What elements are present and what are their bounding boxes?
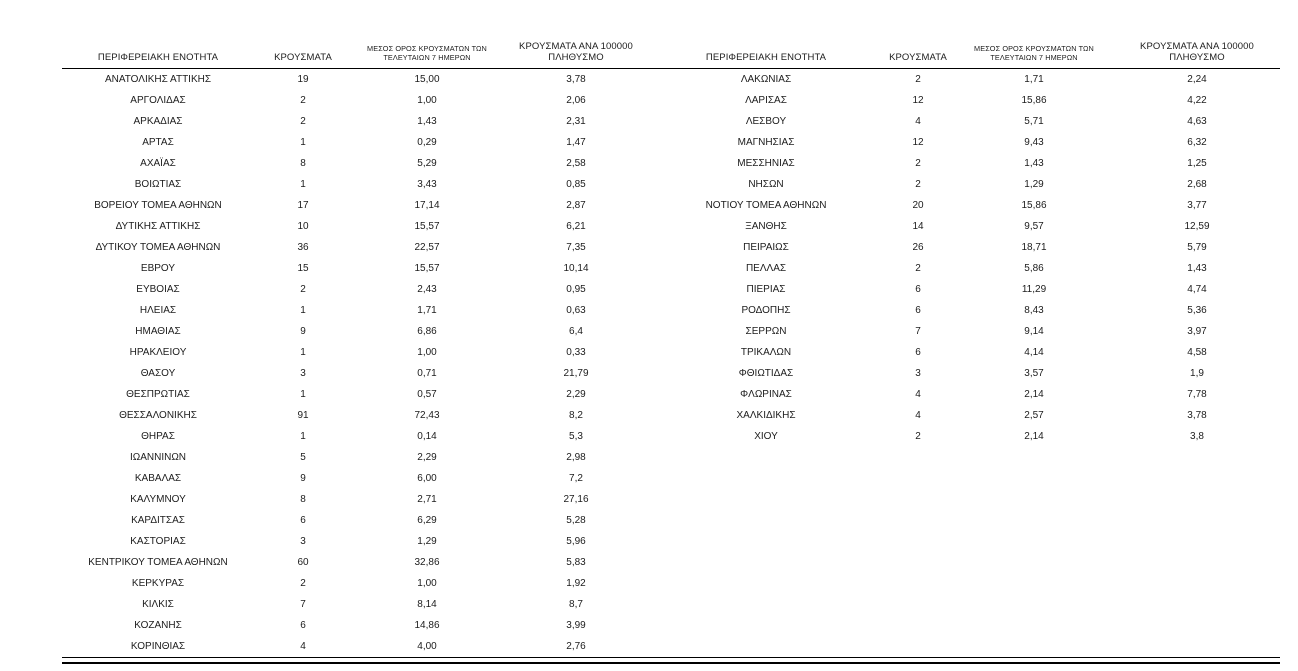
value-cell: 4,22 (1187, 94, 1207, 106)
table-row (62, 90, 1280, 111)
value-cell: 5,96 (566, 535, 586, 547)
value-cell: 6,86 (417, 325, 437, 337)
value-cell: 8,2 (569, 409, 583, 421)
value-cell: 60 (297, 556, 309, 568)
value-cell: 0,14 (417, 430, 437, 442)
table-row (62, 384, 1280, 405)
value-cell: 1,25 (1187, 157, 1207, 169)
value-cell (882, 510, 954, 531)
value-cell: 5,3 (569, 430, 583, 442)
value-cell: 2,29 (566, 388, 586, 400)
value-cell: 4 (915, 409, 921, 421)
value-cell: 4 (300, 640, 306, 652)
value-cell (882, 636, 954, 658)
value-cell (954, 489, 1114, 510)
value-cell: 17,14 (414, 199, 440, 211)
table-row (62, 68, 1280, 90)
value-cell: 1 (300, 304, 306, 316)
value-cell (882, 447, 954, 468)
region-cell: ΙΩΑΝΝΙΝΩΝ (129, 451, 187, 463)
value-cell: 2 (915, 178, 921, 190)
region-cell: ΝΗΣΩΝ (748, 178, 784, 190)
value-cell: 2,06 (566, 94, 586, 106)
value-cell: 6 (300, 619, 306, 631)
region-cell: ΚΕΝΤΡΙΚΟΥ ΤΟΜΕΑ ΑΘΗΝΩΝ (88, 556, 228, 568)
value-cell: 4 (915, 115, 921, 127)
table-row (62, 573, 1280, 594)
table-row (62, 132, 1280, 153)
value-cell: 2,29 (417, 451, 437, 463)
region-cell: ΕΒΡΟΥ (140, 262, 176, 274)
value-cell: 3,78 (1187, 409, 1207, 421)
value-cell: 1 (300, 136, 306, 148)
region-cell: ΦΘΙΩΤΙΔΑΣ (738, 367, 794, 379)
value-cell: 4 (915, 388, 921, 400)
table-row (62, 342, 1280, 363)
value-cell: 3,57 (1024, 367, 1044, 379)
value-cell: 15,00 (414, 73, 440, 85)
value-cell: 9 (300, 325, 306, 337)
region-cell: ΝΟΤΙΟΥ ΤΟΜΕΑ ΑΘΗΝΩΝ (705, 199, 827, 211)
value-cell (1114, 552, 1280, 573)
value-cell: 2,68 (1187, 178, 1207, 190)
value-cell: 21,79 (563, 367, 589, 379)
value-cell: 8,14 (417, 598, 437, 610)
region-cell (650, 468, 882, 489)
value-cell: 9,14 (1024, 325, 1044, 337)
table-row (62, 111, 1280, 132)
table-row (62, 531, 1280, 552)
value-cell: 2 (300, 283, 306, 295)
value-cell (954, 447, 1114, 468)
region-cell (650, 447, 882, 468)
value-cell: 20 (912, 199, 924, 211)
column-header-cases-right: ΚΡΟΥΣΜΑΤΑ (889, 51, 947, 63)
value-cell: 2 (300, 94, 306, 106)
value-cell: 1,00 (417, 577, 437, 589)
value-cell: 1 (300, 430, 306, 442)
value-cell (1114, 573, 1280, 594)
value-cell: 9,57 (1024, 220, 1044, 232)
region-cell: ΘΗΡΑΣ (141, 430, 175, 442)
value-cell: 0,29 (417, 136, 437, 148)
value-cell: 12,59 (1184, 220, 1210, 232)
value-cell (1114, 468, 1280, 489)
value-cell: 1,00 (417, 94, 437, 106)
region-cell: ΡΟΔΟΠΗΣ (741, 304, 791, 316)
region-cell: ΧΑΛΚΙΔΙΚΗΣ (736, 409, 796, 421)
value-cell: 3,78 (566, 73, 586, 85)
value-cell: 19 (297, 73, 309, 85)
value-cell (882, 594, 954, 615)
table-row (62, 510, 1280, 531)
value-cell: 1,71 (1024, 73, 1044, 85)
region-cell: ΠΕΛΛΑΣ (745, 262, 787, 274)
table-row (62, 279, 1280, 300)
bottom-rule (62, 662, 1280, 664)
value-cell (1114, 615, 1280, 636)
region-cell (650, 489, 882, 510)
table-row (62, 405, 1280, 426)
value-cell: 27,16 (563, 493, 589, 505)
value-cell: 1,43 (417, 115, 437, 127)
column-header-avg7-left: ΜΕΣΟΣ ΟΡΟΣ ΚΡΟΥΣΜΑΤΩΝ ΤΩΝ ΤΕΛΕΥΤΑΙΩΝ 7 ΗΜΕΡΩΝ (367, 43, 487, 63)
value-cell: 18,71 (1021, 241, 1047, 253)
value-cell: 2 (300, 577, 306, 589)
region-cell: ΒΟΡΕΙΟΥ ΤΟΜΕΑ ΑΘΗΝΩΝ (94, 199, 222, 211)
value-cell: 2,71 (417, 493, 437, 505)
value-cell: 0,33 (566, 346, 586, 358)
value-cell: 5,83 (566, 556, 586, 568)
table-row (62, 552, 1280, 573)
region-cell: ΛΑΚΩΝΙΑΣ (740, 73, 792, 85)
value-cell (954, 468, 1114, 489)
value-cell: 9,43 (1024, 136, 1044, 148)
table-row (62, 195, 1280, 216)
table-body (62, 68, 1280, 657)
value-cell: 91 (297, 409, 309, 421)
region-cell: ΗΜΑΘΙΑΣ (135, 325, 181, 337)
value-cell: 2,58 (566, 157, 586, 169)
column-header-region-right: ΠΕΡΙΦΕΡΕΙΑΚΗ ΕΝΟΤΗΤΑ (705, 51, 827, 63)
region-cell: ΚΕΡΚΥΡΑΣ (131, 577, 185, 589)
value-cell: 12 (912, 94, 924, 106)
value-cell: 2,76 (566, 640, 586, 652)
value-cell: 8,7 (569, 598, 583, 610)
value-cell: 3,97 (1187, 325, 1207, 337)
value-cell (882, 615, 954, 636)
table-row (62, 594, 1280, 615)
region-cell: ΗΡΑΚΛΕΙΟΥ (129, 346, 187, 358)
value-cell: 3 (300, 367, 306, 379)
value-cell (882, 552, 954, 573)
value-cell (882, 489, 954, 510)
region-cell: ΔΥΤΙΚΗΣ ΑΤΤΙΚΗΣ (115, 220, 201, 232)
region-cell: ΤΡΙΚΑΛΩΝ (740, 346, 792, 358)
region-cell: ΣΕΡΡΩΝ (745, 325, 787, 337)
table-row (62, 636, 1280, 658)
value-cell: 1 (300, 346, 306, 358)
value-cell: 0,71 (417, 367, 437, 379)
value-cell (954, 531, 1114, 552)
table-row (62, 426, 1280, 447)
region-cell: ΞΑΝΘΗΣ (745, 220, 787, 232)
value-cell: 8,43 (1024, 304, 1044, 316)
value-cell: 17 (297, 199, 309, 211)
value-cell (954, 510, 1114, 531)
value-cell: 1 (300, 178, 306, 190)
region-cell: ΑΡΓΟΛΙΔΑΣ (130, 94, 186, 106)
value-cell: 5,86 (1024, 262, 1044, 274)
value-cell (954, 594, 1114, 615)
value-cell: 2,31 (566, 115, 586, 127)
region-cell: ΘΕΣΠΡΩΤΙΑΣ (126, 388, 190, 400)
column-header-region-left: ΠΕΡΙΦΕΡΕΙΑΚΗ ΕΝΟΤΗΤΑ (97, 51, 219, 63)
value-cell: 0,57 (417, 388, 437, 400)
value-cell: 15,86 (1021, 94, 1047, 106)
region-cell: ΚΑΣΤΟΡΙΑΣ (130, 535, 186, 547)
value-cell: 6 (300, 514, 306, 526)
value-cell: 8 (300, 493, 306, 505)
region-cell: ΚΙΛΚΙΣ (142, 598, 174, 610)
value-cell: 2 (300, 115, 306, 127)
value-cell: 1,43 (1187, 262, 1207, 274)
region-cell: ΑΧΑΪΑΣ (140, 157, 176, 169)
value-cell: 5,29 (417, 157, 437, 169)
value-cell: 7 (300, 598, 306, 610)
value-cell: 32,86 (414, 556, 440, 568)
value-cell: 3,8 (1190, 430, 1204, 442)
region-cell (650, 594, 882, 615)
value-cell: 2 (915, 73, 921, 85)
value-cell: 2 (915, 430, 921, 442)
region-cell (650, 531, 882, 552)
region-cell: ΕΥΒΟΙΑΣ (136, 283, 180, 295)
value-cell: 6 (915, 304, 921, 316)
region-cell: ΔΥΤΙΚΟΥ ΤΟΜΕΑ ΑΘΗΝΩΝ (95, 241, 221, 253)
region-cell: ΛΕΣΒΟΥ (745, 115, 787, 127)
value-cell (954, 636, 1114, 658)
value-cell: 11,29 (1021, 283, 1047, 295)
value-cell: 2,14 (1024, 388, 1044, 400)
region-cell: ΚΑΒΑΛΑΣ (134, 472, 182, 484)
value-cell: 4,14 (1024, 346, 1044, 358)
value-cell: 4,74 (1187, 283, 1207, 295)
table-row (62, 300, 1280, 321)
table-row (62, 447, 1280, 468)
value-cell: 3,99 (566, 619, 586, 631)
value-cell: 6 (915, 283, 921, 295)
value-cell: 0,85 (566, 178, 586, 190)
value-cell: 4,00 (417, 640, 437, 652)
value-cell: 2 (915, 157, 921, 169)
value-cell: 2,14 (1024, 430, 1044, 442)
region-cell: ΘΑΣΟΥ (140, 367, 176, 379)
value-cell (1114, 447, 1280, 468)
value-cell: 6 (915, 346, 921, 358)
value-cell: 7 (915, 325, 921, 337)
value-cell: 15,57 (414, 262, 440, 274)
value-cell: 6,21 (566, 220, 586, 232)
region-cell: ΚΑΡΔΙΤΣΑΣ (131, 514, 185, 526)
value-cell: 15,86 (1021, 199, 1047, 211)
value-cell: 1,47 (566, 136, 586, 148)
value-cell: 1,43 (1024, 157, 1044, 169)
value-cell (954, 615, 1114, 636)
table-row (62, 468, 1280, 489)
value-cell (954, 573, 1114, 594)
value-cell: 2,43 (417, 283, 437, 295)
region-cell: ΒΟΙΩΤΙΑΣ (134, 178, 182, 190)
value-cell: 1,29 (417, 535, 437, 547)
table-row (62, 216, 1280, 237)
value-cell (1114, 594, 1280, 615)
value-cell: 0,63 (566, 304, 586, 316)
region-cell: ΘΕΣΣΑΛΟΝΙΚΗΣ (119, 409, 197, 421)
value-cell: 2,24 (1187, 73, 1207, 85)
region-cell: ΦΛΩΡΙΝΑΣ (740, 388, 792, 400)
value-cell: 3,43 (417, 178, 437, 190)
value-cell: 5,79 (1187, 241, 1207, 253)
value-cell: 5,36 (1187, 304, 1207, 316)
value-cell (1114, 531, 1280, 552)
value-cell: 8 (300, 157, 306, 169)
region-cell: ΑΡΤΑΣ (142, 136, 174, 148)
value-cell: 3 (300, 535, 306, 547)
value-cell: 4,63 (1187, 115, 1207, 127)
column-header-per100k-left: ΚΡΟΥΣΜΑΤΑ ΑΝΑ 100000 ΠΛΗΘΥΣΜΟ (519, 41, 633, 63)
value-cell: 4,58 (1187, 346, 1207, 358)
region-cell: ΗΛΕΙΑΣ (139, 304, 177, 316)
region-cell: ΧΙΟΥ (754, 430, 778, 442)
value-cell: 14,86 (414, 619, 440, 631)
value-cell: 6,29 (417, 514, 437, 526)
table-header-row (62, 42, 1280, 68)
value-cell (1114, 636, 1280, 658)
region-cell: ΚΟΡΙΝΘΙΑΣ (130, 640, 186, 652)
value-cell (1114, 489, 1280, 510)
region-cell: ΑΡΚΑΔΙΑΣ (133, 115, 183, 127)
region-cell: ΚΟΖΑΝΗΣ (134, 619, 182, 631)
table-row (62, 363, 1280, 384)
table-row (62, 489, 1280, 510)
value-cell: 26 (912, 241, 924, 253)
region-cell: ΠΙΕΡΙΑΣ (746, 283, 786, 295)
value-cell: 5,71 (1024, 115, 1044, 127)
value-cell: 0,95 (566, 283, 586, 295)
column-header-cases-left: ΚΡΟΥΣΜΑΤΑ (274, 51, 332, 63)
value-cell: 2 (915, 262, 921, 274)
table-row (62, 174, 1280, 195)
value-cell: 6,4 (569, 325, 583, 337)
value-cell: 2,98 (566, 451, 586, 463)
table-row (62, 615, 1280, 636)
value-cell (882, 468, 954, 489)
value-cell: 9 (300, 472, 306, 484)
value-cell: 6,32 (1187, 136, 1207, 148)
value-cell (882, 573, 954, 594)
value-cell: 5 (300, 451, 306, 463)
value-cell: 10 (297, 220, 309, 232)
value-cell: 15,57 (414, 220, 440, 232)
value-cell: 1,71 (417, 304, 437, 316)
table-row (62, 153, 1280, 174)
value-cell: 2,87 (566, 199, 586, 211)
value-cell: 22,57 (414, 241, 440, 253)
value-cell: 7,78 (1187, 388, 1207, 400)
region-cell (650, 636, 882, 658)
value-cell: 3 (915, 367, 921, 379)
region-cell (650, 615, 882, 636)
region-cell: ΛΑΡΙΣΑΣ (745, 94, 787, 106)
value-cell: 1 (300, 388, 306, 400)
value-cell: 10,14 (563, 262, 589, 274)
table-row (62, 258, 1280, 279)
value-cell: 3,77 (1187, 199, 1207, 211)
value-cell: 7,35 (566, 241, 586, 253)
value-cell: 7,2 (569, 472, 583, 484)
value-cell: 2,57 (1024, 409, 1044, 421)
value-cell (954, 552, 1114, 573)
value-cell: 1,92 (566, 577, 586, 589)
region-cell: ΑΝΑΤΟΛΙΚΗΣ ΑΤΤΙΚΗΣ (104, 73, 212, 85)
value-cell: 6,00 (417, 472, 437, 484)
column-header-per100k-right: ΚΡΟΥΣΜΑΤΑ ΑΝΑ 100000 ΠΛΗΘΥΣΜΟ (1140, 41, 1254, 63)
region-cell: ΜΕΣΣΗΝΙΑΣ (737, 157, 795, 169)
value-cell: 1,9 (1190, 367, 1204, 379)
regional-cases-table (62, 42, 1280, 658)
region-cell (650, 552, 882, 573)
value-cell: 1,29 (1024, 178, 1044, 190)
region-cell: ΜΑΓΝΗΣΙΑΣ (737, 136, 795, 148)
value-cell: 5,28 (566, 514, 586, 526)
table-row (62, 237, 1280, 258)
value-cell: 72,43 (414, 409, 440, 421)
value-cell: 14 (912, 220, 924, 232)
region-cell (650, 510, 882, 531)
value-cell (1114, 510, 1280, 531)
table-row (62, 321, 1280, 342)
region-cell: ΚΑΛΥΜΝΟΥ (130, 493, 186, 505)
value-cell (882, 531, 954, 552)
column-header-avg7-right: ΜΕΣΟΣ ΟΡΟΣ ΚΡΟΥΣΜΑΤΩΝ ΤΩΝ ΤΕΛΕΥΤΑΙΩΝ 7 ΗΜΕΡΩΝ (974, 43, 1094, 63)
value-cell: 12 (912, 136, 924, 148)
region-cell: ΠΕΙΡΑΙΩΣ (743, 241, 789, 253)
value-cell: 36 (297, 241, 309, 253)
value-cell: 15 (297, 262, 309, 274)
region-cell (650, 573, 882, 594)
value-cell: 1,00 (417, 346, 437, 358)
